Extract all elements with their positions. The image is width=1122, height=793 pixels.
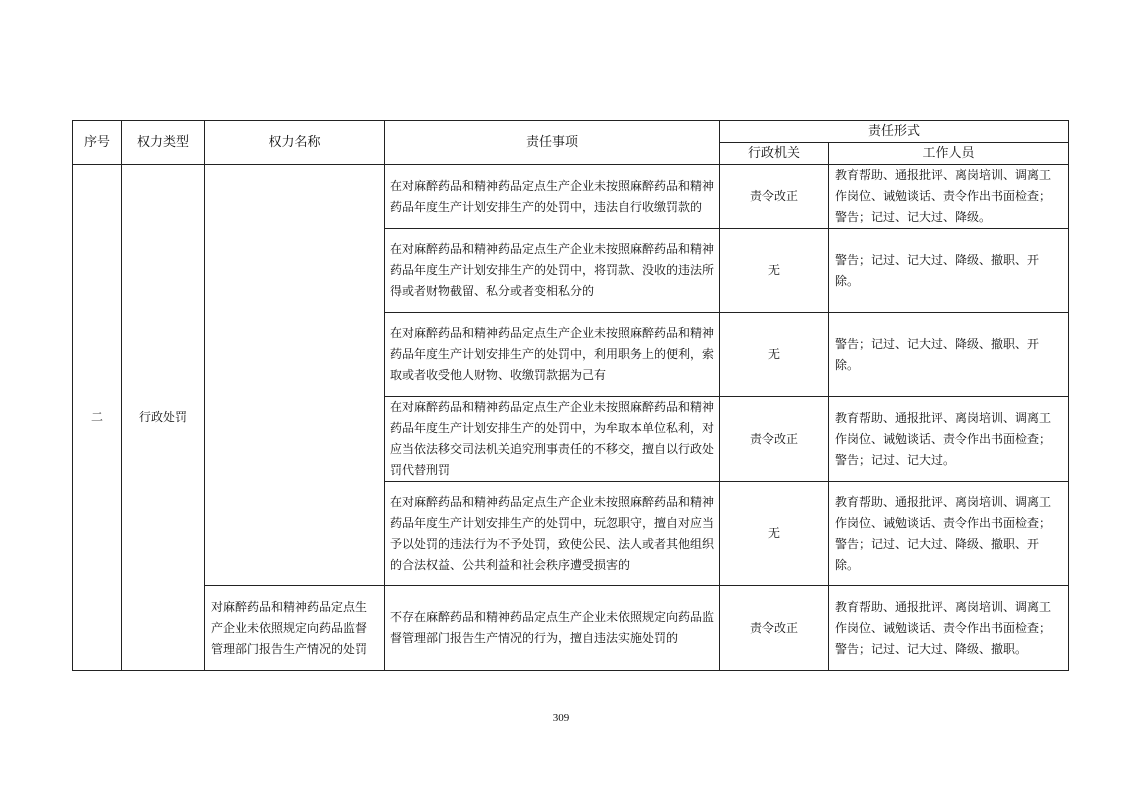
staff-cell: 教育帮助、通报批评、离岗培训、调离工作岗位、诫勉谈话、责令作出书面检查；警告；记过、记大过、降级。 — [829, 165, 1069, 229]
section-power-type: 行政处罚 — [122, 165, 205, 671]
matter-cell: 在对麻醉药品和精神药品定点生产企业未按照麻醉药品和精神药品年度生产计划安排生产的处罚中，为牟取本单位私利，对应当依法移交司法机关追究刑事责任的不移交，擅自以行政处罚代替刑罚 — [385, 397, 720, 482]
power-name-cell: 对麻醉药品和精神药品定点生产企业未依照规定向药品监督管理部门报告生产情况的处罚 — [205, 586, 385, 671]
header-agency: 行政机关 — [720, 143, 829, 165]
header-index: 序号 — [73, 121, 122, 165]
header-matter: 责任事项 — [385, 121, 720, 165]
matter-cell: 不存在麻醉药品和精神药品定点生产企业未依照规定向药品监督管理部门报告生产情况的行为，擅自违法实施处罚的 — [385, 586, 720, 671]
power-name-empty — [205, 165, 385, 586]
agency-cell: 无 — [720, 229, 829, 313]
header-power-type: 权力类型 — [122, 121, 205, 165]
header-forms: 责任形式 — [720, 121, 1069, 143]
agency-cell: 责令改正 — [720, 586, 829, 671]
agency-cell: 责令改正 — [720, 165, 829, 229]
staff-cell: 警告；记过、记大过、降级、撤职、开除。 — [829, 313, 1069, 397]
page-number: 309 — [552, 712, 570, 724]
matter-cell: 在对麻醉药品和精神药品定点生产企业未按照麻醉药品和精神药品年度生产计划安排生产的处罚中，玩忽职守，擅自对应当予以处罚的违法行为不予处罚，致使公民、法人或者其他组织的合法权益、公共利益和社会秩序遭受损害的 — [385, 482, 720, 586]
agency-cell: 责令改正 — [720, 397, 829, 482]
table-row — [73, 586, 1069, 671]
header-staff: 工作人员 — [829, 143, 1069, 165]
agency-cell: 无 — [720, 313, 829, 397]
table-row — [73, 165, 1069, 229]
responsibility-table — [72, 120, 1069, 671]
header-power-name: 权力名称 — [205, 121, 385, 165]
staff-cell: 教育帮助、通报批评、离岗培训、调离工作岗位、诫勉谈话、责令作出书面检查；警告；记过、记大过。 — [829, 397, 1069, 482]
agency-cell: 无 — [720, 482, 829, 586]
matter-cell: 在对麻醉药品和精神药品定点生产企业未按照麻醉药品和精神药品年度生产计划安排生产的处罚中，违法自行收缴罚款的 — [385, 165, 720, 229]
staff-cell: 警告；记过、记大过、降级、撤职、开除。 — [829, 229, 1069, 313]
staff-cell: 教育帮助、通报批评、离岗培训、调离工作岗位、诫勉谈话、责令作出书面检查；警告；记过、记大过、降级、撤职。 — [829, 586, 1069, 671]
matter-cell: 在对麻醉药品和精神药品定点生产企业未按照麻醉药品和精神药品年度生产计划安排生产的处罚中，将罚款、没收的违法所得或者财物截留、私分或者变相私分的 — [385, 229, 720, 313]
section-index: 二 — [73, 165, 122, 671]
matter-cell: 在对麻醉药品和精神药品定点生产企业未按照麻醉药品和精神药品年度生产计划安排生产的处罚中，利用职务上的便利，索取或者收受他人财物、收缴罚款据为己有 — [385, 313, 720, 397]
staff-cell: 教育帮助、通报批评、离岗培训、调离工作岗位、诫勉谈话、责令作出书面检查；警告；记过、记大过、降级、撤职、开除。 — [829, 482, 1069, 586]
